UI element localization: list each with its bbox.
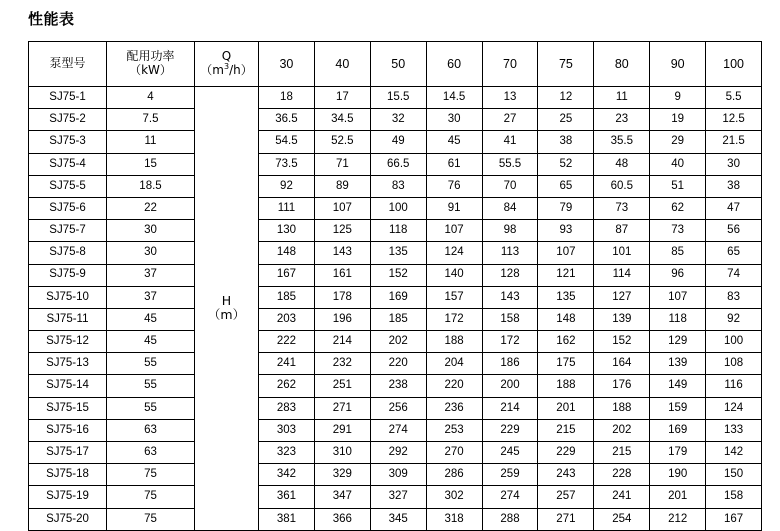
cell-head-value: 303: [259, 419, 315, 441]
table-row: [29, 220, 762, 242]
cell-head-value: 175: [538, 353, 594, 375]
table-row: [29, 375, 762, 397]
cell-head-value: 345: [370, 508, 426, 530]
cell-head-value: 96: [650, 264, 706, 286]
table-header: [29, 42, 762, 87]
cell-head-value: 51: [650, 175, 706, 197]
cell-model: SJ75-16: [29, 419, 107, 441]
cell-head-value: 114: [594, 264, 650, 286]
cell-head-value: 9: [650, 87, 706, 109]
header-flow-50: 50: [370, 42, 426, 87]
header-power: [107, 42, 195, 87]
table-row: [29, 175, 762, 197]
header-row: [29, 42, 762, 87]
cell-head-value: 19: [650, 109, 706, 131]
cell-head-value: 21.5: [706, 131, 762, 153]
cell-head-value: 149: [650, 375, 706, 397]
cell-head-value: 253: [426, 419, 482, 441]
cell-head-value: 243: [538, 464, 594, 486]
cell-head-value: 113: [482, 242, 538, 264]
header-flow-100: 100: [706, 42, 762, 87]
cell-power: 18.5: [107, 175, 195, 197]
cell-head-label: [195, 87, 259, 531]
header-q-unit-sup: 3: [223, 62, 230, 71]
cell-head-value: 271: [314, 397, 370, 419]
cell-head-value: 89: [314, 175, 370, 197]
cell-head-value: 327: [370, 486, 426, 508]
header-power-line1: 配用功率: [126, 49, 175, 64]
cell-head-value: 185: [259, 286, 315, 308]
cell-head-value: 251: [314, 375, 370, 397]
cell-head-value: 17: [314, 87, 370, 109]
cell-head-value: 342: [259, 464, 315, 486]
cell-head-value: 35.5: [594, 131, 650, 153]
cell-head-value: 52.5: [314, 131, 370, 153]
cell-power: 55: [107, 353, 195, 375]
cell-head-value: 107: [314, 197, 370, 219]
cell-power: 11: [107, 131, 195, 153]
cell-head-value: 222: [259, 331, 315, 353]
cell-head-value: 85: [650, 242, 706, 264]
cell-power: 22: [107, 197, 195, 219]
cell-head-value: 127: [594, 286, 650, 308]
cell-power: 55: [107, 375, 195, 397]
cell-head-value: 11: [594, 87, 650, 109]
cell-head-value: 108: [706, 353, 762, 375]
cell-model: SJ75-10: [29, 286, 107, 308]
cell-head-value: 310: [314, 442, 370, 464]
cell-head-value: 172: [482, 331, 538, 353]
cell-head-value: 262: [259, 375, 315, 397]
table-row: [29, 508, 762, 530]
cell-power: 4: [107, 87, 195, 109]
table-row: [29, 419, 762, 441]
table-row: [29, 397, 762, 419]
cell-head-value: 203: [259, 308, 315, 330]
cell-head-value: 172: [426, 308, 482, 330]
cell-head-value: 125: [314, 220, 370, 242]
cell-head-value: 179: [650, 442, 706, 464]
cell-model: SJ75-18: [29, 464, 107, 486]
cell-head-value: 148: [538, 308, 594, 330]
cell-head-value: 130: [259, 220, 315, 242]
cell-head-value: 55.5: [482, 153, 538, 175]
cell-head-value: 283: [259, 397, 315, 419]
cell-head-value: 150: [706, 464, 762, 486]
cell-model: SJ75-8: [29, 242, 107, 264]
cell-power: 63: [107, 419, 195, 441]
cell-model: SJ75-13: [29, 353, 107, 375]
table-row: [29, 486, 762, 508]
cell-head-value: 200: [482, 375, 538, 397]
header-flow-90: 90: [650, 42, 706, 87]
head-symbol: H: [221, 293, 232, 308]
cell-head-value: 188: [426, 331, 482, 353]
cell-head-value: 196: [314, 308, 370, 330]
table-row: [29, 264, 762, 286]
cell-head-value: 176: [594, 375, 650, 397]
cell-head-value: 241: [259, 353, 315, 375]
cell-head-value: 185: [370, 308, 426, 330]
cell-power: 75: [107, 486, 195, 508]
cell-head-value: 38: [706, 175, 762, 197]
cell-head-value: 107: [426, 220, 482, 242]
cell-head-value: 161: [314, 264, 370, 286]
cell-head-value: 162: [538, 331, 594, 353]
cell-head-value: 87: [594, 220, 650, 242]
head-unit: （m）: [207, 307, 246, 323]
cell-head-value: 118: [370, 220, 426, 242]
cell-head-value: 36.5: [259, 109, 315, 131]
cell-head-value: 274: [370, 419, 426, 441]
cell-head-value: 158: [482, 308, 538, 330]
cell-head-value: 118: [650, 308, 706, 330]
cell-head-value: 381: [259, 508, 315, 530]
cell-head-value: 204: [426, 353, 482, 375]
cell-head-value: 286: [426, 464, 482, 486]
cell-head-value: 148: [259, 242, 315, 264]
cell-head-value: 214: [314, 331, 370, 353]
cell-head-value: 254: [594, 508, 650, 530]
cell-power: 37: [107, 286, 195, 308]
header-model: 泵型号: [29, 42, 107, 87]
cell-head-value: 241: [594, 486, 650, 508]
cell-head-value: 52: [538, 153, 594, 175]
cell-head-value: 101: [594, 242, 650, 264]
cell-head-value: 128: [482, 264, 538, 286]
cell-head-value: 318: [426, 508, 482, 530]
cell-head-value: 291: [314, 419, 370, 441]
cell-head-value: 100: [706, 331, 762, 353]
cell-head-value: 259: [482, 464, 538, 486]
cell-head-value: 71: [314, 153, 370, 175]
cell-head-value: 212: [650, 508, 706, 530]
cell-head-value: 361: [259, 486, 315, 508]
cell-model: SJ75-14: [29, 375, 107, 397]
cell-head-value: 107: [538, 242, 594, 264]
cell-head-value: 201: [650, 486, 706, 508]
performance-table: [28, 41, 762, 531]
table-row: [29, 109, 762, 131]
cell-power: 30: [107, 220, 195, 242]
cell-head-value: 29: [650, 131, 706, 153]
cell-head-value: 18: [259, 87, 315, 109]
cell-head-value: 111: [259, 197, 315, 219]
cell-head-value: 142: [706, 442, 762, 464]
cell-head-value: 73: [594, 197, 650, 219]
cell-head-value: 157: [426, 286, 482, 308]
cell-head-value: 152: [370, 264, 426, 286]
cell-power: 55: [107, 397, 195, 419]
cell-head-value: 49: [370, 131, 426, 153]
cell-head-value: 188: [594, 397, 650, 419]
table-row: [29, 353, 762, 375]
cell-head-value: 65: [538, 175, 594, 197]
cell-head-value: 139: [650, 353, 706, 375]
cell-head-value: 152: [594, 331, 650, 353]
cell-model: SJ75-19: [29, 486, 107, 508]
cell-head-value: 238: [370, 375, 426, 397]
cell-head-value: 164: [594, 353, 650, 375]
cell-head-value: 23: [594, 109, 650, 131]
cell-head-value: 366: [314, 508, 370, 530]
cell-head-value: 302: [426, 486, 482, 508]
cell-head-value: 84: [482, 197, 538, 219]
cell-head-value: 66.5: [370, 153, 426, 175]
cell-head-value: 129: [650, 331, 706, 353]
cell-head-value: 83: [370, 175, 426, 197]
table-row: [29, 153, 762, 175]
cell-head-value: 12: [538, 87, 594, 109]
cell-power: 75: [107, 464, 195, 486]
cell-head-value: 40: [650, 153, 706, 175]
cell-model: SJ75-7: [29, 220, 107, 242]
cell-head-value: 13: [482, 87, 538, 109]
cell-head-value: 62: [650, 197, 706, 219]
cell-head-value: 76: [426, 175, 482, 197]
cell-head-value: 12.5: [706, 109, 762, 131]
cell-head-value: 169: [370, 286, 426, 308]
table-container: [28, 41, 752, 531]
cell-power: 15: [107, 153, 195, 175]
cell-head-value: 201: [538, 397, 594, 419]
cell-head-value: 116: [706, 375, 762, 397]
cell-model: SJ75-4: [29, 153, 107, 175]
cell-head-value: 25: [538, 109, 594, 131]
cell-head-value: 124: [426, 242, 482, 264]
cell-head-value: 329: [314, 464, 370, 486]
cell-head-value: 323: [259, 442, 315, 464]
cell-head-value: 5.5: [706, 87, 762, 109]
cell-head-value: 74: [706, 264, 762, 286]
cell-head-value: 274: [482, 486, 538, 508]
cell-head-value: 27: [482, 109, 538, 131]
table-row: [29, 331, 762, 353]
cell-head-value: 256: [370, 397, 426, 419]
cell-head-value: 140: [426, 264, 482, 286]
header-q-unit-post: /h）: [229, 63, 253, 77]
cell-power: 45: [107, 331, 195, 353]
header-q-unit-pre: （m: [200, 63, 224, 77]
cell-head-value: 139: [594, 308, 650, 330]
cell-head-value: 60.5: [594, 175, 650, 197]
cell-head-value: 107: [650, 286, 706, 308]
cell-head-value: 83: [706, 286, 762, 308]
header-flow-40: 40: [314, 42, 370, 87]
cell-head-value: 229: [482, 419, 538, 441]
cell-head-value: 92: [706, 308, 762, 330]
cell-head-value: 70: [482, 175, 538, 197]
cell-power: 37: [107, 264, 195, 286]
cell-head-value: 92: [259, 175, 315, 197]
cell-power: 75: [107, 508, 195, 530]
cell-model: SJ75-3: [29, 131, 107, 153]
cell-power: 30: [107, 242, 195, 264]
cell-head-value: 178: [314, 286, 370, 308]
cell-head-value: 38: [538, 131, 594, 153]
cell-head-value: 47: [706, 197, 762, 219]
cell-head-value: 48: [594, 153, 650, 175]
cell-head-value: 232: [314, 353, 370, 375]
cell-head-value: 135: [370, 242, 426, 264]
header-flow-80: 80: [594, 42, 650, 87]
header-flow-unit: [195, 42, 259, 87]
cell-head-value: 56: [706, 220, 762, 242]
header-power-line2: （kW）: [129, 63, 172, 77]
cell-head-value: 167: [706, 508, 762, 530]
cell-power: 7.5: [107, 109, 195, 131]
cell-model: SJ75-15: [29, 397, 107, 419]
table-row: [29, 197, 762, 219]
cell-model: SJ75-5: [29, 175, 107, 197]
table-row: [29, 464, 762, 486]
cell-model: SJ75-20: [29, 508, 107, 530]
header-flow-60: 60: [426, 42, 482, 87]
cell-head-value: 236: [426, 397, 482, 419]
cell-head-value: 202: [594, 419, 650, 441]
cell-head-value: 30: [426, 109, 482, 131]
cell-model: SJ75-12: [29, 331, 107, 353]
cell-head-value: 143: [314, 242, 370, 264]
table-row: [29, 442, 762, 464]
cell-head-value: 45: [426, 131, 482, 153]
table-row: [29, 308, 762, 330]
cell-head-value: 215: [538, 419, 594, 441]
cell-head-value: 245: [482, 442, 538, 464]
cell-head-value: 270: [426, 442, 482, 464]
cell-head-value: 190: [650, 464, 706, 486]
cell-head-value: 186: [482, 353, 538, 375]
cell-head-value: 257: [538, 486, 594, 508]
cell-head-value: 124: [706, 397, 762, 419]
cell-head-value: 54.5: [259, 131, 315, 153]
cell-head-value: 73.5: [259, 153, 315, 175]
cell-head-value: 292: [370, 442, 426, 464]
header-flow-70: 70: [482, 42, 538, 87]
cell-head-value: 30: [706, 153, 762, 175]
table-row: [29, 87, 762, 109]
cell-model: SJ75-17: [29, 442, 107, 464]
cell-head-value: 61: [426, 153, 482, 175]
cell-head-value: 347: [314, 486, 370, 508]
cell-head-value: 159: [650, 397, 706, 419]
cell-power: 63: [107, 442, 195, 464]
cell-model: SJ75-2: [29, 109, 107, 131]
header-q-symbol: Q: [221, 49, 232, 64]
table-row: [29, 242, 762, 264]
cell-head-value: 41: [482, 131, 538, 153]
cell-head-value: 14.5: [426, 87, 482, 109]
cell-head-value: 100: [370, 197, 426, 219]
cell-model: SJ75-1: [29, 87, 107, 109]
cell-model: SJ75-9: [29, 264, 107, 286]
cell-head-value: 309: [370, 464, 426, 486]
cell-head-value: 79: [538, 197, 594, 219]
cell-model: SJ75-11: [29, 308, 107, 330]
cell-head-value: 169: [650, 419, 706, 441]
cell-head-value: 202: [370, 331, 426, 353]
cell-head-value: 34.5: [314, 109, 370, 131]
cell-head-value: 167: [259, 264, 315, 286]
cell-model: SJ75-6: [29, 197, 107, 219]
cell-head-value: 229: [538, 442, 594, 464]
table-row: [29, 286, 762, 308]
cell-head-value: 271: [538, 508, 594, 530]
cell-head-value: 143: [482, 286, 538, 308]
cell-head-value: 214: [482, 397, 538, 419]
cell-head-value: 288: [482, 508, 538, 530]
header-q-unit: [195, 64, 258, 78]
header-flow-75: 75: [538, 42, 594, 87]
cell-head-value: 15.5: [370, 87, 426, 109]
header-flow-30: 30: [259, 42, 315, 87]
cell-head-value: 188: [538, 375, 594, 397]
cell-head-value: 228: [594, 464, 650, 486]
cell-head-value: 98: [482, 220, 538, 242]
table-row: [29, 131, 762, 153]
cell-head-value: 73: [650, 220, 706, 242]
table-body: [29, 87, 762, 531]
cell-head-value: 65: [706, 242, 762, 264]
cell-head-value: 121: [538, 264, 594, 286]
cell-head-value: 158: [706, 486, 762, 508]
cell-head-value: 220: [370, 353, 426, 375]
cell-head-value: 220: [426, 375, 482, 397]
cell-head-value: 93: [538, 220, 594, 242]
cell-head-value: 135: [538, 286, 594, 308]
page-title: 性能表: [28, 10, 75, 28]
cell-power: 45: [107, 308, 195, 330]
cell-head-value: 32: [370, 109, 426, 131]
cell-head-value: 215: [594, 442, 650, 464]
cell-head-value: 133: [706, 419, 762, 441]
cell-head-value: 91: [426, 197, 482, 219]
